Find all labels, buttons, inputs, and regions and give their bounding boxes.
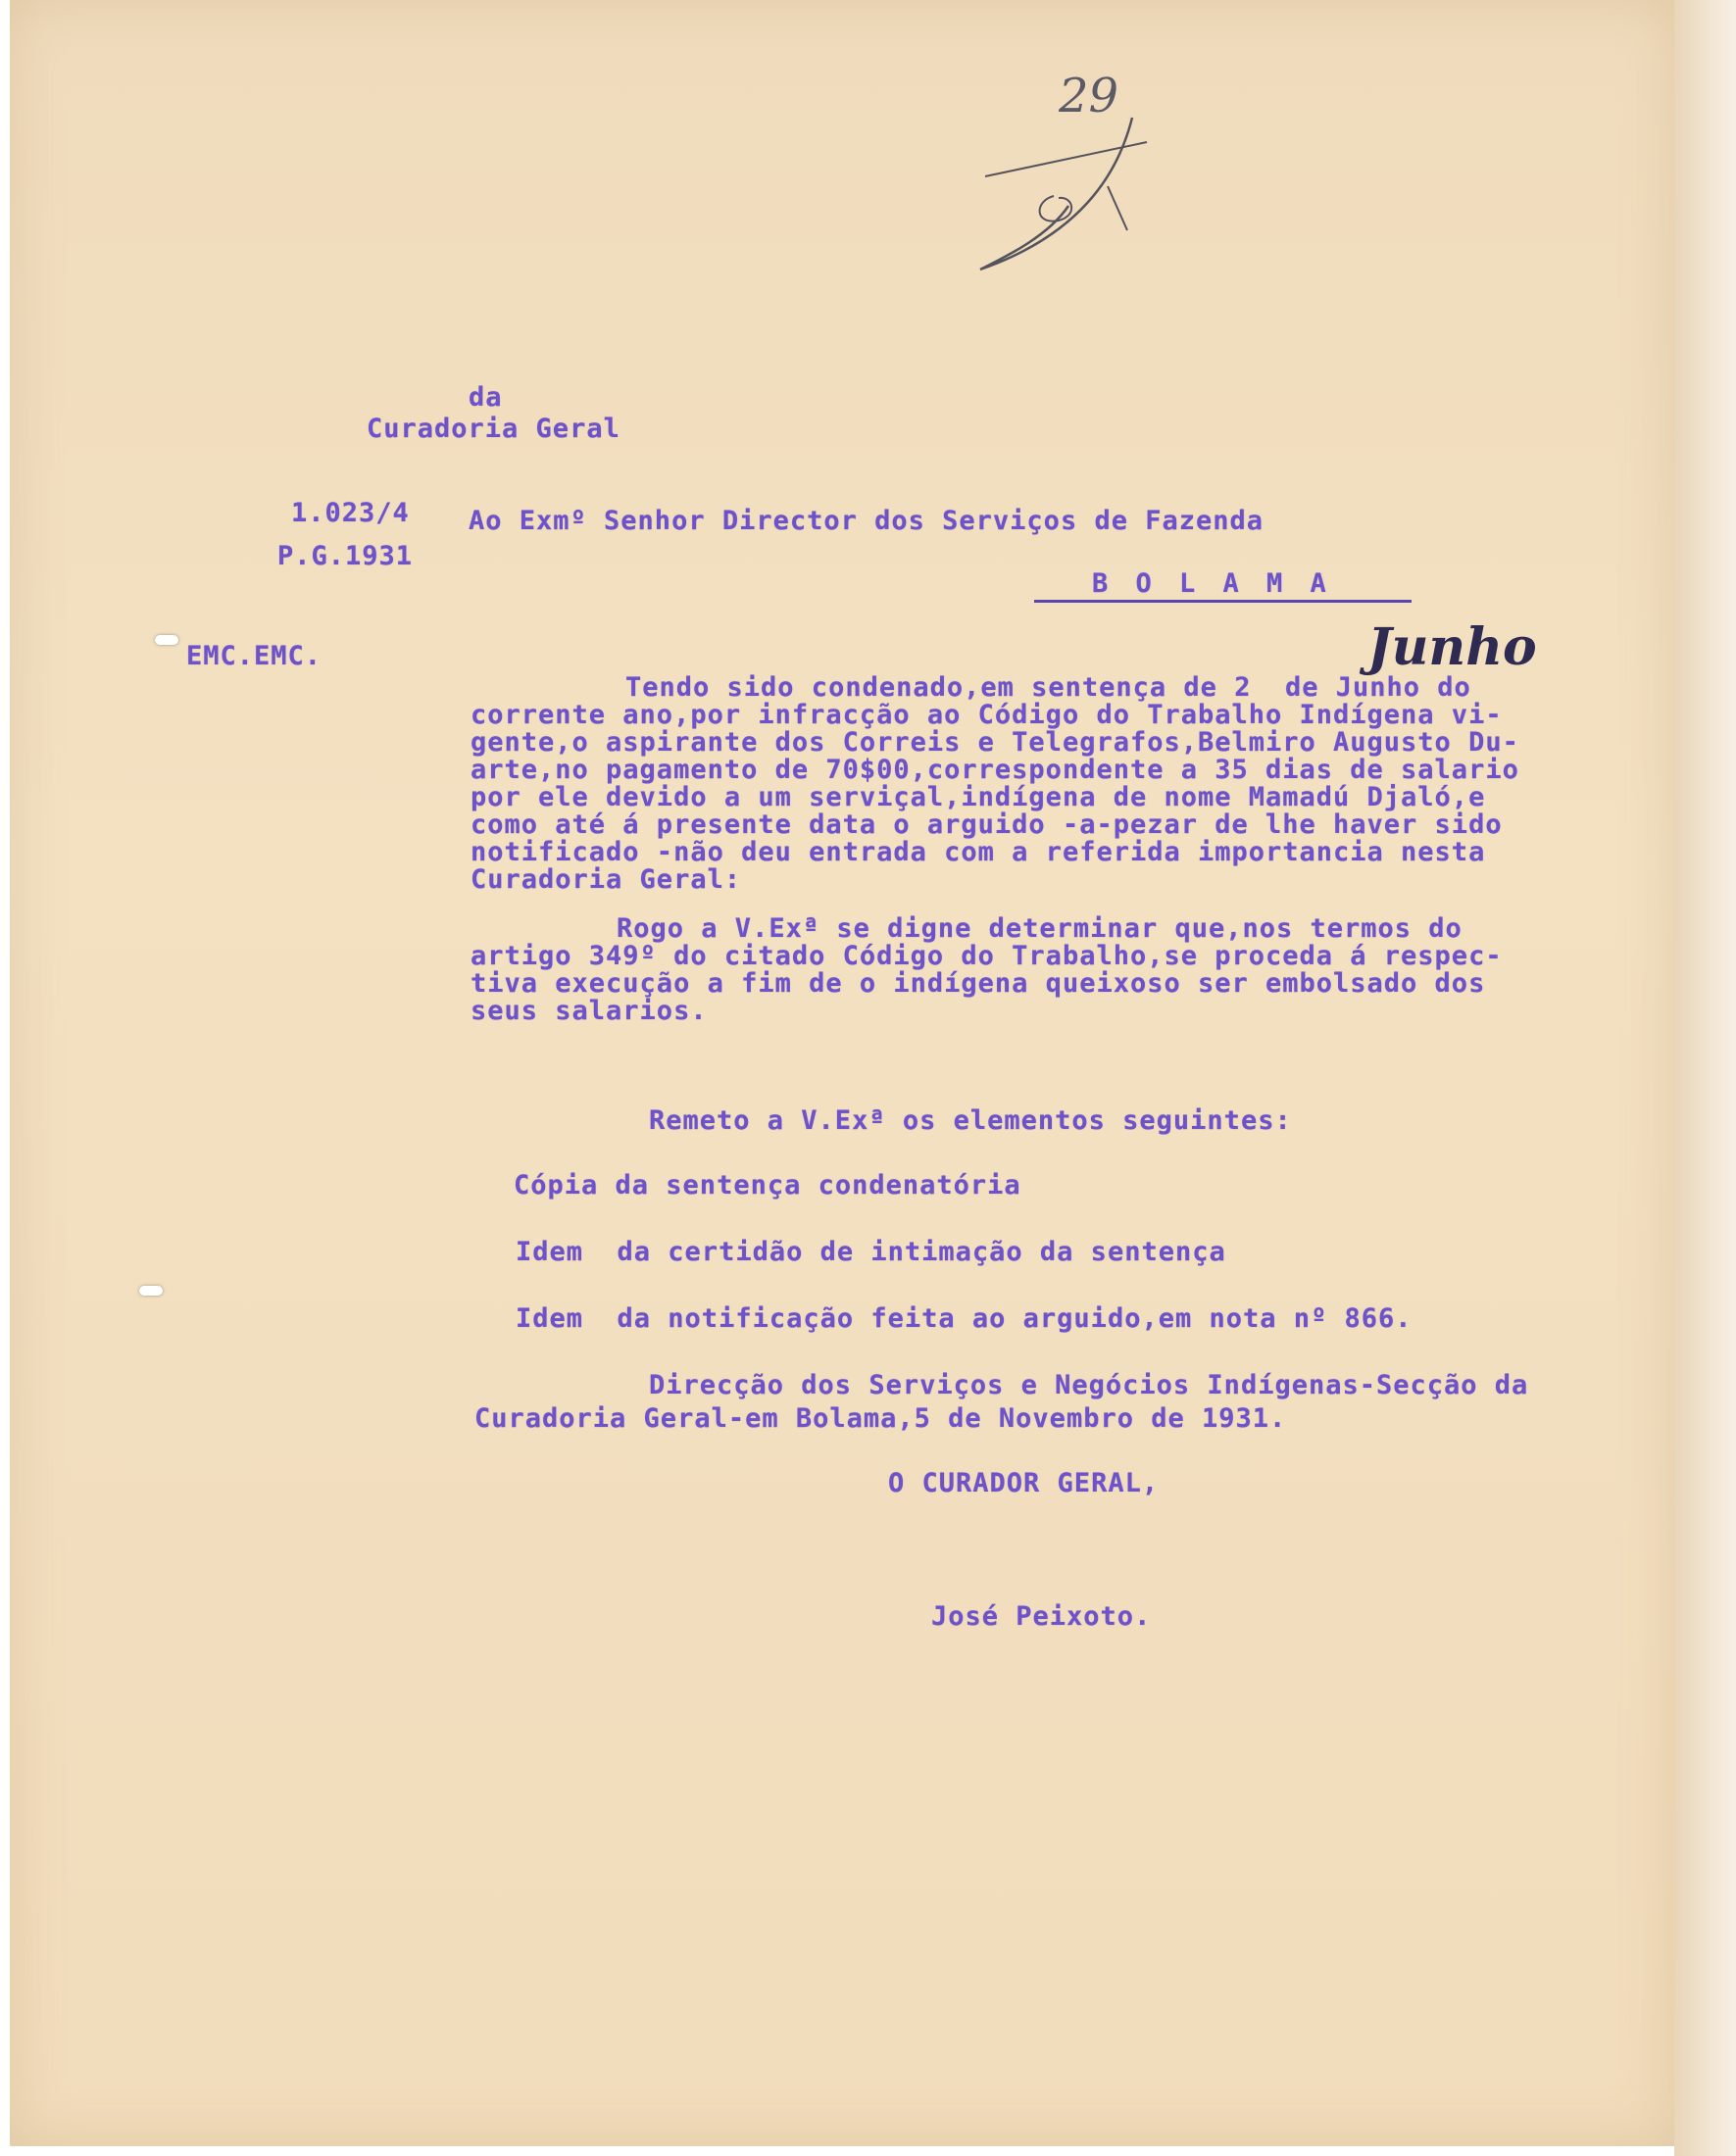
header-curadoria: Curadoria Geral xyxy=(367,414,620,444)
binding-hole-top xyxy=(155,635,178,645)
body-line-8: Curadoria Geral: xyxy=(471,864,742,895)
enclosure-item-1: Cópia da sentença condenatória xyxy=(514,1170,1021,1200)
signature-name: José Peixoto. xyxy=(931,1601,1152,1632)
reference-code: P.G.1931 xyxy=(277,541,414,571)
body-line-12: seus salarios. xyxy=(471,996,708,1026)
handwritten-month: Junho xyxy=(1367,617,1537,677)
document-paper xyxy=(10,0,1674,2146)
place-underline xyxy=(1034,600,1412,603)
enclosure-item-3: Idem da notificação feita ao arguido,em nota nº 866. xyxy=(516,1303,1413,1334)
closing-line-2: Curadoria Geral-em Bolama,5 de Novembro de 1931. xyxy=(474,1403,1287,1434)
closing-line-1: Direcção dos Serviços e Negócios Indígenas-Secção da xyxy=(649,1370,1529,1400)
body-line-11: tiva execução a fim de o indígena queixoso ser embolsado dos xyxy=(471,968,1486,999)
pencil-scribble-icon xyxy=(941,88,1176,284)
body-line-6: como até á presente data o arguido -a-pezar de lhe haver sido xyxy=(471,809,1503,840)
addressee-line: Ao Exmº Senhor Director dos Serviços de Fazenda xyxy=(469,506,1265,536)
body-line-5: por ele devido a um serviçal,indígena de nome Mamadú Djaló,e xyxy=(471,782,1486,812)
binding-hole-bottom xyxy=(139,1286,163,1296)
body-line-1: Tendo sido condenado,em sentença de 2 de Junho do xyxy=(625,672,1471,703)
header-line-da: da xyxy=(469,382,503,413)
body-line-3: gente,o aspirante dos Correis e Telegrafos,Belmiro Augusto Du- xyxy=(471,727,1519,758)
body-line-9: Rogo a V.Exª se digne determinar que,nos termos do xyxy=(549,913,1463,944)
initials: EMC.EMC. xyxy=(186,641,322,671)
scan-background xyxy=(1674,0,1736,2156)
page-number-annotation: 29 xyxy=(1059,69,1119,123)
curador-title: O CURADOR GERAL, xyxy=(888,1468,1160,1498)
body-line-7: notificado -não deu entrada com a referida importancia nesta xyxy=(471,837,1486,867)
addressee-place: B O L A M A xyxy=(1092,568,1332,599)
body-line-2: corrente ano,por infracção ao Código do Trabalho Indígena vi- xyxy=(471,700,1503,730)
reference-number: 1.023/4 xyxy=(291,498,410,528)
enclosure-item-2: Idem da certidão de intimação da sentença xyxy=(516,1237,1226,1267)
body-line-4: arte,no pagamento de 70$00,correspondente a 35 dias de salario xyxy=(471,755,1519,785)
body-line-10: artigo 349º do citado Código do Trabalho,se proceda á respec- xyxy=(471,941,1503,971)
enclosures-intro: Remeto a V.Exª os elementos seguintes: xyxy=(649,1105,1292,1136)
